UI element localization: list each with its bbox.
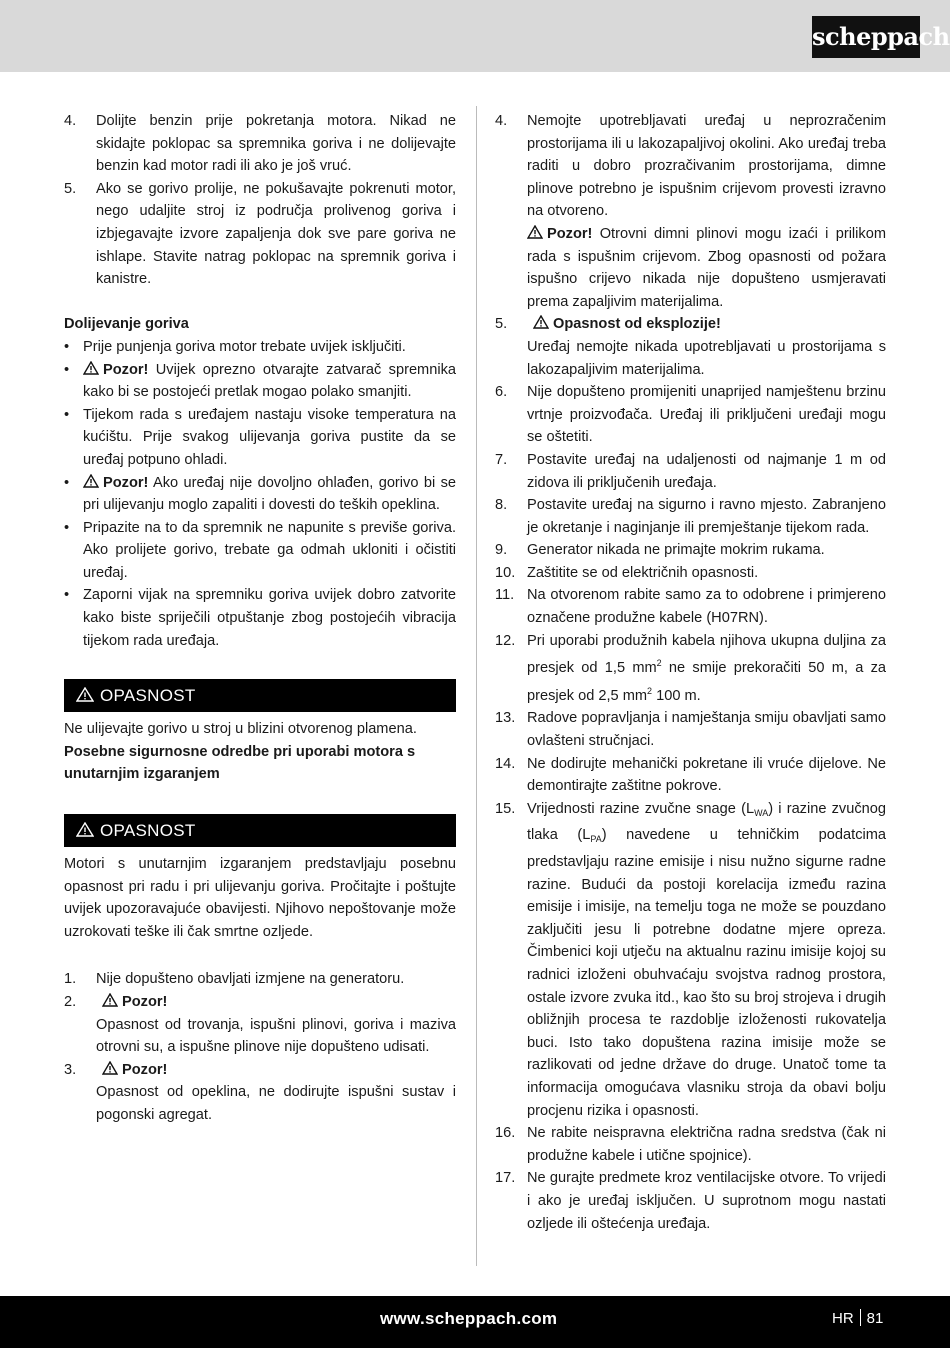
list-item: 5. Ako se gorivo prolije, ne pokušavajte pokrenuti motor, nego udaljite stroj iz područja prolivenog goriva i izbjegavajte izvore zapaljenja dok sve pare goriva ne ishlape. Stavite natrag poklopac na spremnik goriva i kanistre. <box>64 180 456 288</box>
list-item: 15. Vrijednosti razine zvučne snage $(L_{WA})$ i razine zvučnog tlaka $(L_{PA})$ navedene u tehničkim podatcima predstavljaju razine emisije i nisu nužno sigurne radne razine. Budući da postoji korelacija između razina emisije i imisije, na temelju toga ne može se pouzdano zaključiti jesu li potrebne dodatne mjere opreza. Čimbenici koji utječu na aktualnu razinu imisije kojoj su radnici izloženi obuhvaćaju svojstva radnog prostora, ostale izvore zvuka itd., kao što su broj strojeva i drugih obližnjih procesa te razdoblje izloženosti rukovatelja buci. Isto tako dopuštena razina imisije može se razlikovati od jedne države do druge. Unatoč tome ta informacija omogućava vlasniku stroja da obavi bolju procjenu rizika i opasnosti. <box>495 800 887 1119</box>
bullet-item: • Pozor! Uvijek oprezno otvarajte zatvarač spremnika kako bi se postojeći pretlak mogao polako smanjiti. <box>64 361 456 401</box>
list-item: 5. Opasnost od eksplozije! Uređaj nemojte nikada upotrebljavati u prostorijama s lakozapaljivim materijalima. <box>495 316 886 378</box>
list-item: 3. Pozor! Opasnost od opeklina, ne dodirujte ispušni sustav i pogonski agregat. <box>64 1061 456 1123</box>
bullet-item: • Pripazite na to da spremnik ne napunite s previše goriva. Ako prolijete gorivo, trebate ga odmah ukloniti i očistiti uređaj. <box>64 519 456 581</box>
list-item: 14. Ne dodirujte mehanički pokretane ili vruće dijelove. Ne demontirajte zaštitne pokrove. <box>495 755 886 795</box>
warning-triangle-icon <box>83 361 99 375</box>
list-item: 16. Ne rabite neispravna električna radna sredstva (čak ni produžne kabele i utične spojnice). <box>495 1125 886 1164</box>
list-item: 1. Nije dopušteno obavljati izmjene na generatoru. <box>64 971 405 988</box>
warning-triangle-icon <box>102 1061 118 1075</box>
list-item: 4. Nemojte upotrebljavati uređaj u neprozračenim prostorijama ili u lakozapaljivoj okolini. Ako uređaj treba raditi u dobro prozračivanim prostorijama, dimne plinove potrebno je ispušnim crijevom provesti izravno na otvoreno. Pozor! Otrovni dimni plinovi mogu izaći i prilikom rada s ispušnim crijevom. Zbog opasnosti od požara ispušno crijevo nikada nije dopušteno usmjeravati prema zapaljivim materijalima. <box>495 113 886 310</box>
list-item: 13. Radove popravljanja i namještanja smiju obavljati samo ovlašteni stručnjaci. <box>495 710 886 750</box>
warning-triangle-icon <box>527 225 543 239</box>
warning-triangle-icon <box>102 993 118 1007</box>
bullet-item: • Prije punjenja goriva motor trebate uvijek isključiti. <box>64 338 406 355</box>
special-heading: Posebne sigurnosne odredbe pri uporabi motora s unutarnjim izgaranjem <box>64 743 416 783</box>
warning-triangle-icon <box>83 474 99 488</box>
list-item: 10. Zaštitite se od električnih opasnosti. <box>495 564 759 581</box>
list-item: 2. Pozor! Opasnost od trovanja, ispušni plinovi, goriva i maziva otrovni su, a ispušne plinove nije dopušteno udisati. <box>64 994 456 1056</box>
bullet-item: • Zaporni vijak na spremniku goriva uvijek dobro zatvorite kako biste spriječili otpuštanje zbog postojećih vibracija tijekom rada uređaja. <box>64 587 456 649</box>
list-item: 12. Pri uporabi produžnih kabela njihova ukupna duljina za presjek od 1,5 $mm^2$ ne smije prekoračiti 50 m, a za presjek od 2,5 $mm^2$ 100 m. <box>495 632 886 704</box>
danger-banner: OPASNOST <box>64 679 456 712</box>
website-link[interactable]: www.scheppach.com <box>380 1309 558 1328</box>
column-divider <box>476 106 477 1266</box>
refuel-heading: Dolijevanje goriva <box>64 316 189 333</box>
list-item: 6. Nije dopušteno promijeniti unaprijed namještenu brzinu vrtnje proizvođača. Uređaj ili priključeni uređaji mogu se oštetiti. <box>495 384 886 446</box>
footer <box>0 1296 950 1348</box>
bullet-item: • Pozor! Ako uređaj nije dovoljno ohlađen, gorivo bi se pri ulijevanju moglo zapaliti i dovesti do teških opeklina. <box>64 474 456 514</box>
bullet-item: • Tijekom rada s uređajem nastaju visoke temperatura na kućištu. Prije svakog ulijevanja goriva pustite da se uređaj potpuno ohladi. <box>64 406 456 468</box>
warning-triangle-icon <box>76 822 94 837</box>
warning-triangle-icon <box>76 687 94 702</box>
list-item: 9. Generator nikada ne primajte mokrim rukama. <box>495 542 825 559</box>
list-item: 11. Na otvorenom rabite samo za to odobrene i primjereno označene produžne kabele (H07RN). <box>495 587 886 627</box>
warning-triangle-icon <box>533 315 549 329</box>
list-item: 4. Dolijte benzin prije pokretanja motora. Nikad ne skidajte poklopac sa spremnika goriva i ne dolijevajte benzin kad motor radi ili ako je još vruć. <box>64 113 456 175</box>
list-item: 7. Postavite uređaj na udaljenosti od najmanje 1 m od zidova ili priključenih uređaja. <box>495 451 886 491</box>
left-column <box>64 110 456 1127</box>
page-number: HR 81 <box>832 1310 884 1327</box>
danger-text: Ne ulijevajte gorivo u stroj u blizini otvorenog plamena. <box>64 721 417 738</box>
list-item: 8. Postavite uređaj na sigurno i ravno mjesto. Zabranjeno je okretanje i naginjanje ili premještanje tijekom rada. <box>495 497 886 536</box>
scheppach-logo: scheppach <box>812 16 920 58</box>
danger-banner: OPASNOST <box>64 814 456 847</box>
header-band <box>0 0 950 72</box>
danger-text: Motori s unutarnjim izgaranjem predstavljaju posebnu opasnost pri radu i pri ulijevanju goriva. Pročitajte i poštujte uvijek upozoravajuće obavijesti. Njihovo nepoštovanje može uzrokovati teške ili čak smrtne ozljede. <box>64 856 456 940</box>
list-item: 17. Ne gurajte predmete kroz ventilacijske otvore. To vrijedi i ako je uređaj isključen. U suprotnom mogu nastati ozljede ili oštećenja uređaja. <box>495 1170 886 1232</box>
right-column <box>495 110 886 1235</box>
